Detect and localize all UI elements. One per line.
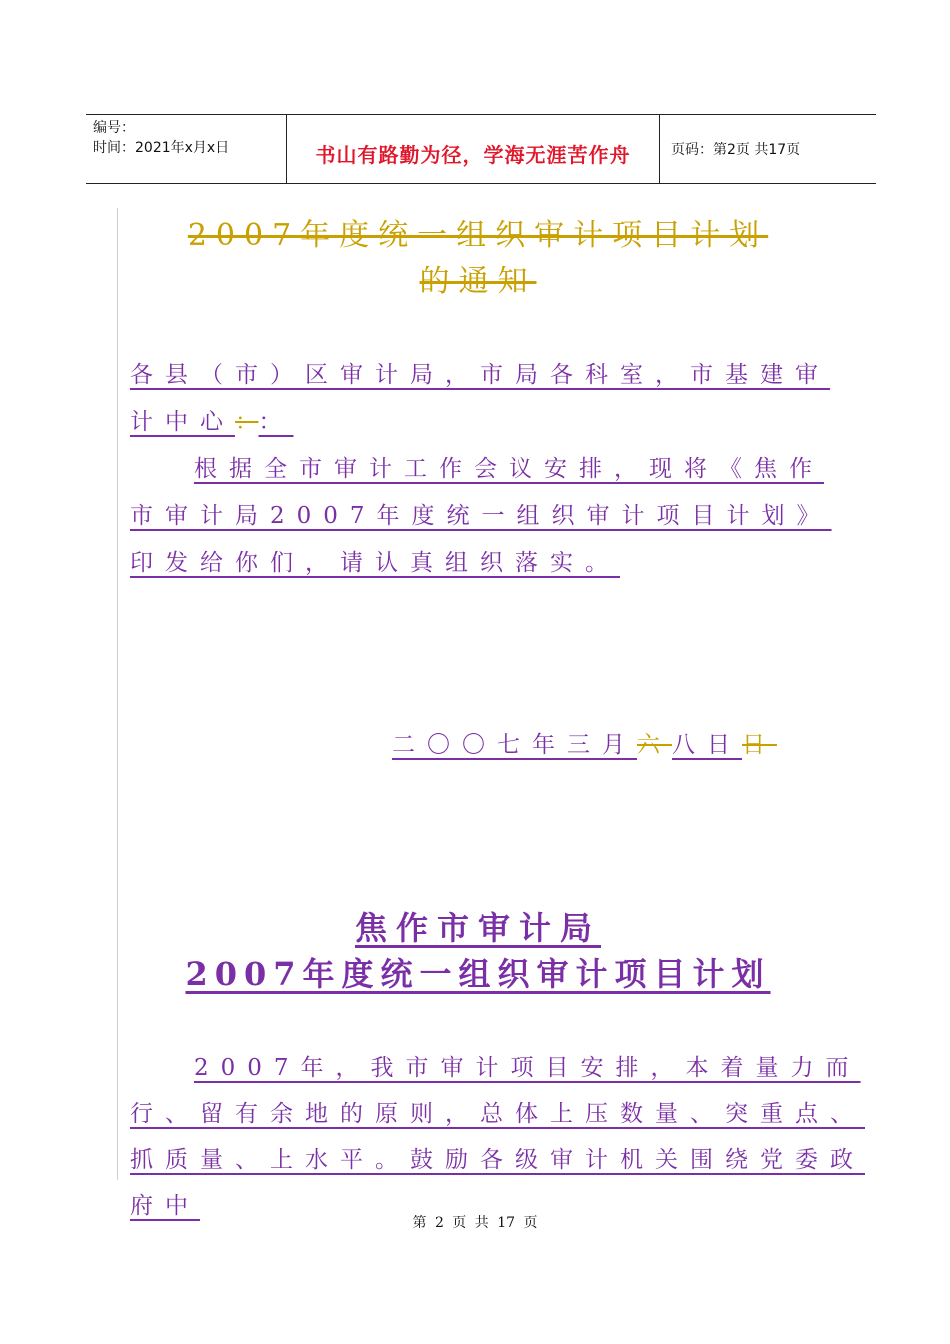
date-deleted: 六 — [637, 732, 672, 758]
plan-title-line2 — [128, 951, 828, 997]
header-cell-left — [86, 115, 287, 183]
addressee-inserted-punct: ： — [258, 409, 294, 435]
plan-paragraph-text: 2007年，我市审计项目安排，本着量力而行、留有余地的原则，总体上压数量、突重点、抓质量、上水平。鼓励各级审计机关围绕党委政府中 — [130, 1055, 865, 1219]
header-motto: 书山有路勤为径，学海无涯苦作舟 — [315, 143, 631, 167]
header-cell-center — [287, 115, 660, 183]
date-prefix: 二〇〇七年三月 — [392, 732, 637, 758]
notice-paragraph-text: 根据全市审计工作会议安排，现将《焦作市审计局2007年度统一组织审计项目计划》印发给你们，请认真组织落实。 — [130, 456, 832, 576]
header-date: 时间：2021年x月x日 — [93, 140, 230, 156]
header-number-label: 编号： — [93, 120, 135, 136]
notice-paragraph — [130, 446, 840, 587]
page-footer: 第 2 页 共 17 页 — [412, 1215, 538, 1231]
plan-title-text: 2007年度统一组织审计项目计划 — [185, 955, 771, 993]
notice-date — [392, 723, 777, 767]
plan-title-line1 — [128, 905, 828, 951]
notice-title-line2 — [128, 260, 828, 304]
header-table — [86, 114, 876, 184]
date-deleted-tail: 日 — [742, 732, 777, 758]
deleted-title-text: 的通知 — [419, 264, 537, 299]
deleted-title-text: 2007年度统一组织审计项目计划 — [187, 218, 769, 253]
addressee-deleted-punct: ： — [235, 409, 259, 435]
plan-title-text: 焦作市审计局 — [354, 909, 601, 947]
margin-guide-line — [117, 208, 118, 1180]
header-cell-right — [660, 115, 876, 183]
notice-title-line1 — [128, 214, 828, 258]
header-page-code: 页码：第2页 共17页 — [671, 142, 801, 158]
notice-addressee — [130, 352, 840, 446]
addressee-text: 各县（市）区审计局，市局各科室，市基建审计中心 — [130, 362, 830, 435]
date-inserted: 八日 — [672, 732, 742, 758]
plan-paragraph — [130, 1045, 872, 1229]
